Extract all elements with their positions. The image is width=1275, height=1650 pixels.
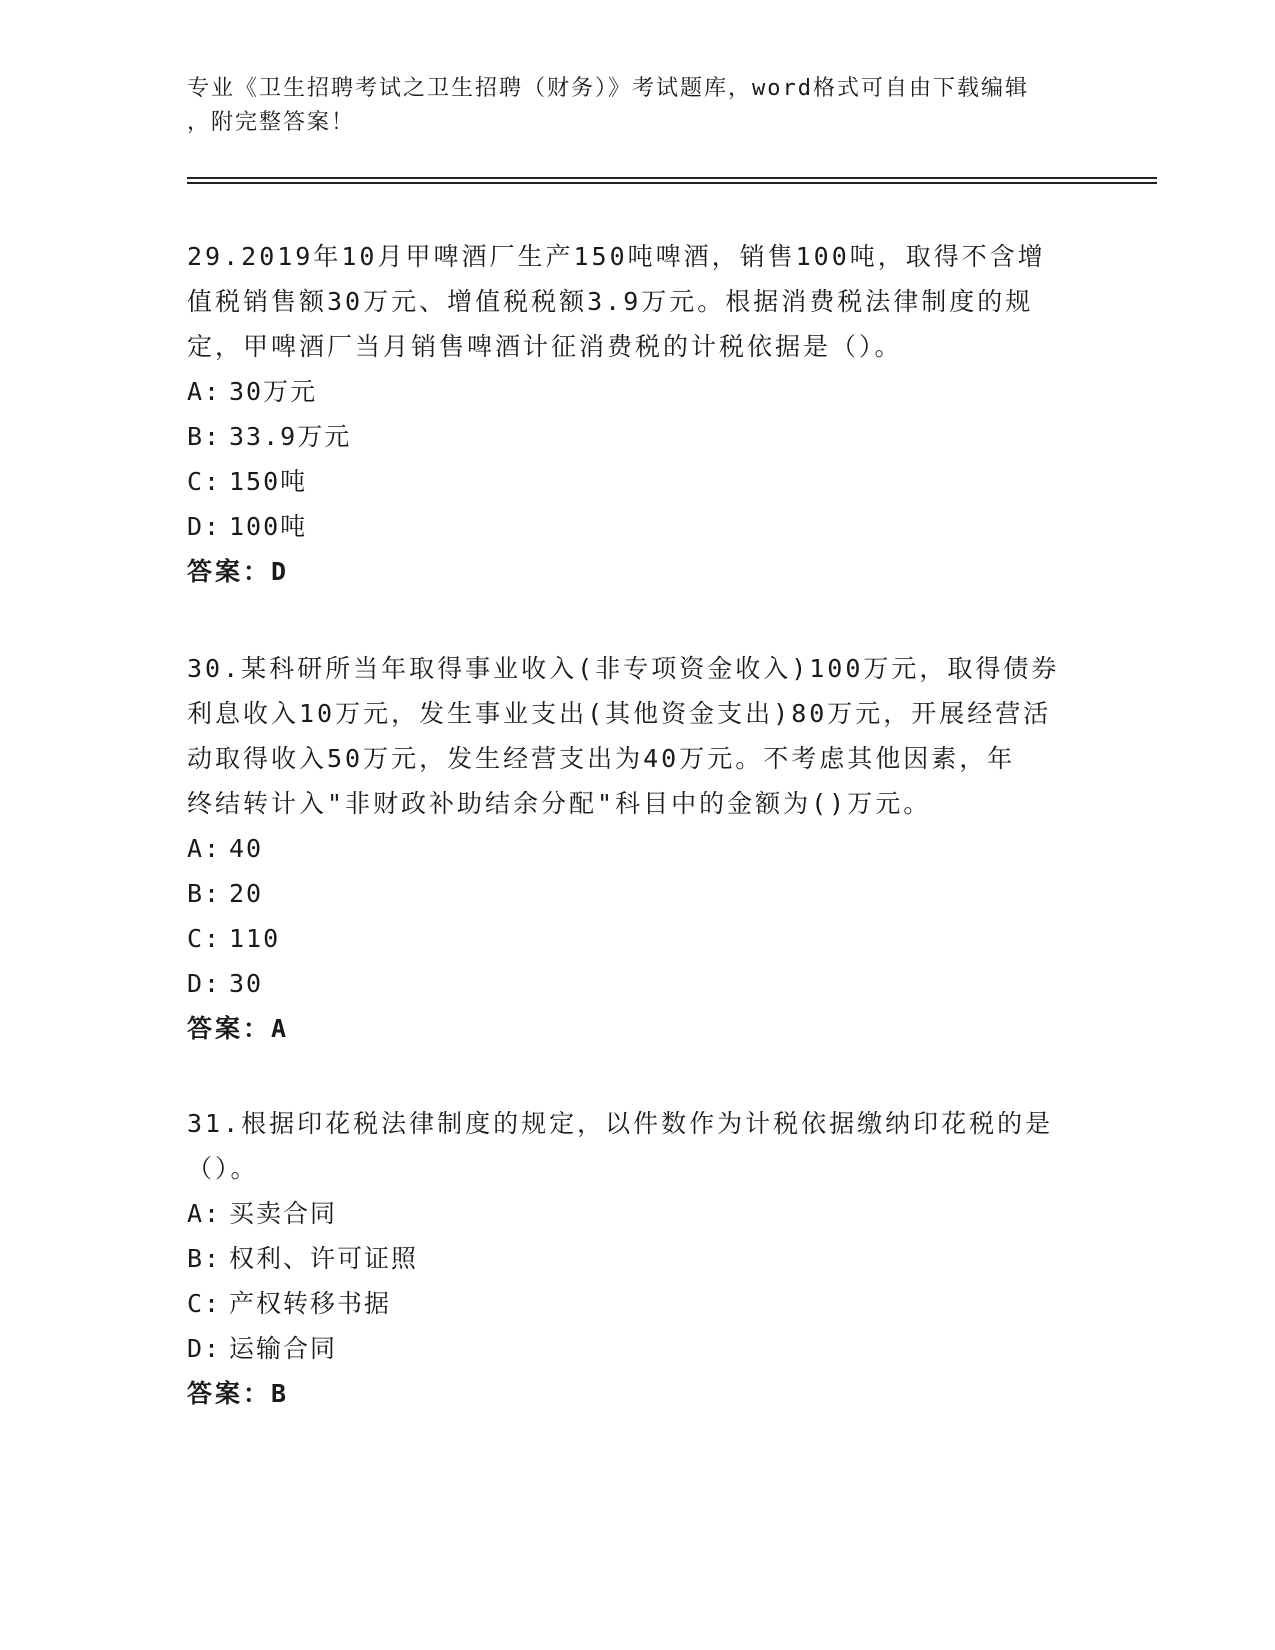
question-text-line: 29.2019年10月甲啤酒厂生产150吨啤酒，销售100吨，取得不含增 (187, 242, 1046, 271)
option-text: 100吨 (229, 512, 308, 541)
option-d (187, 1326, 1087, 1371)
option-key: A: (187, 377, 222, 406)
option-b (187, 1236, 1087, 1281)
option-key: A: (187, 834, 222, 863)
option-text: 30万元 (229, 377, 318, 406)
document-header (187, 72, 1087, 140)
question-29 (187, 234, 1087, 594)
option-key: D: (187, 969, 222, 998)
answer: 答案：A (187, 1014, 290, 1043)
option-text: 买卖合同 (229, 1199, 338, 1228)
option-key: D: (187, 512, 222, 541)
question-31 (187, 1101, 1087, 1416)
option-b (187, 414, 1087, 459)
answer: 答案：D (187, 557, 290, 586)
question-text-line: 30.某科研所当年取得事业收入(非专项资金收入)100万元，取得债券 (187, 654, 1060, 683)
option-key: B: (187, 1244, 222, 1273)
option-text: 20 (229, 879, 264, 908)
option-c (187, 916, 1087, 961)
option-text: 33.9万元 (229, 422, 352, 451)
option-text: 权利、许可证照 (229, 1244, 419, 1273)
option-text: 40 (229, 834, 264, 863)
option-text: 110 (229, 924, 281, 953)
option-text: 30 (229, 969, 264, 998)
answer: 答案：B (187, 1379, 290, 1408)
header-divider-top (187, 177, 1157, 179)
header-line-1: 专业《卫生招聘考试之卫生招聘（财务）》考试题库，word格式可自由下载编辑 (187, 76, 1029, 101)
header-divider-bottom (187, 182, 1157, 184)
option-a (187, 1191, 1087, 1236)
question-text-line: （）。 (187, 1154, 259, 1183)
option-b (187, 871, 1087, 916)
option-d (187, 504, 1087, 549)
question-text-line: 动取得收入50万元，发生经营支出为40万元。不考虑其他因素，年 (187, 744, 1016, 773)
option-d (187, 961, 1087, 1006)
question-30 (187, 646, 1087, 1051)
option-a (187, 826, 1087, 871)
question-text-line: 31.根据印花税法律制度的规定，以件数作为计税依据缴纳印花税的是 (187, 1109, 1054, 1138)
option-a (187, 369, 1087, 414)
option-c (187, 459, 1087, 504)
question-text-line: 利息收入10万元，发生事业支出(其他资金支出)80万元，开展经营活 (187, 699, 1052, 728)
question-text-line: 终结转计入"非财政补助结余分配"科目中的金额为()万元。 (187, 789, 932, 818)
option-key: C: (187, 467, 222, 496)
header-line-2: ，附完整答案！ (187, 110, 356, 135)
option-c (187, 1281, 1087, 1326)
option-key: C: (187, 1289, 222, 1318)
option-text: 150吨 (229, 467, 308, 496)
question-text-line: 值税销售额30万元、增值税税额3.9万元。根据消费税法律制度的规 (187, 287, 1034, 316)
option-text: 运输合同 (229, 1334, 338, 1363)
option-key: B: (187, 879, 222, 908)
option-text: 产权转移书据 (229, 1289, 392, 1318)
option-key: B: (187, 422, 222, 451)
option-key: A: (187, 1199, 222, 1228)
question-text-line: 定，甲啤酒厂当月销售啤酒计征消费税的计税依据是（）。 (187, 332, 903, 361)
option-key: C: (187, 924, 222, 953)
option-key: D: (187, 1334, 222, 1363)
